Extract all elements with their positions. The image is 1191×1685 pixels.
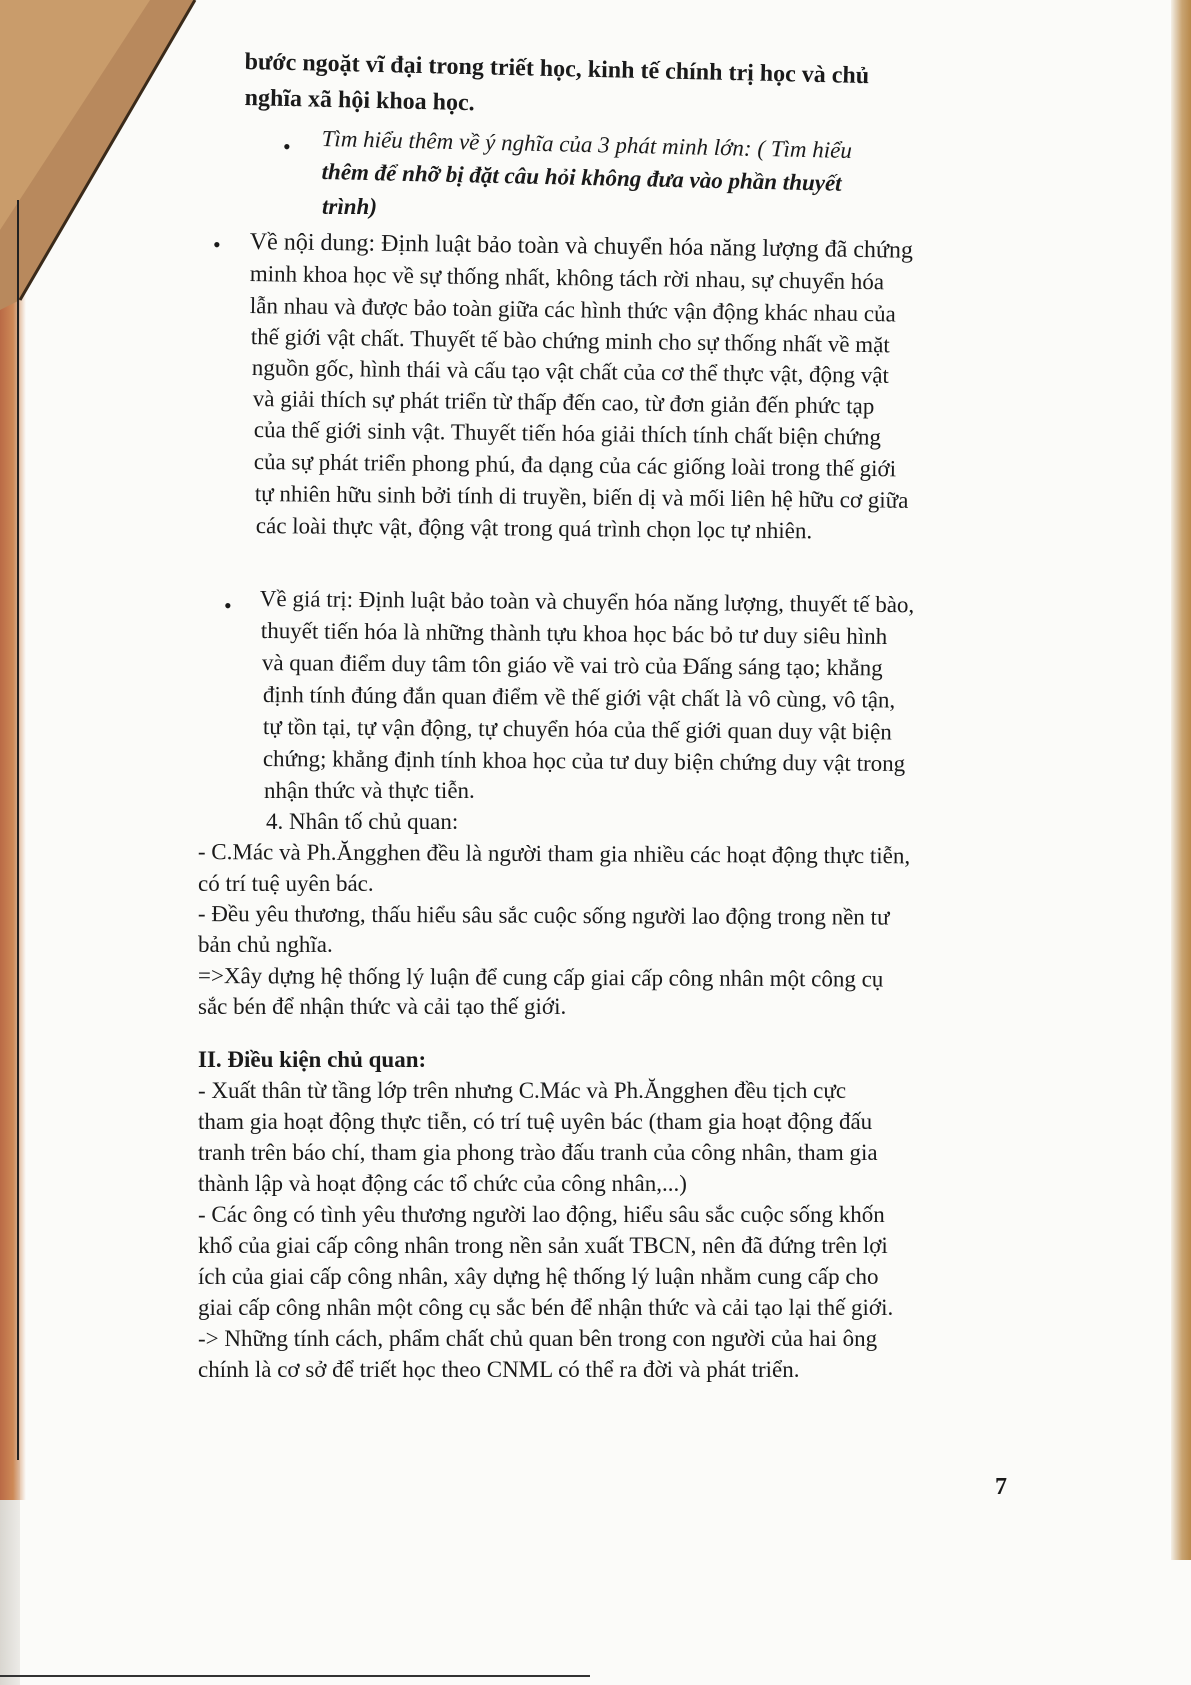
section-line: chính là cơ sở để triết học theo CNML có thể ra đời và phát triển. (198, 1357, 800, 1382)
factor-line: - C.Mác và Ph.Ăngghen đều là người tham gia nhiều các hoạt động thực tiễn, (197, 839, 911, 869)
intro-line: bước ngoặt vĩ đại trong triết học, kinh tế chính trị học và chủ (244, 48, 870, 90)
section-line: -> Những tính cách, phẩm chất chủ quan bên trong con người của hai ông (198, 1326, 878, 1351)
content-line: các loài thực vật, động vật trong quá trình chọn lọc tự nhiên. (255, 512, 813, 544)
value-line: tự tồn tại, tự vận động, tự chuyển hóa của thế giới quan duy vật biện (262, 713, 892, 745)
page-number: 7 (995, 1474, 1007, 1500)
note-line: thêm để nhỡ bị đặt câu hỏi không đưa vào phần thuyết (321, 158, 842, 196)
section-line: khổ của giai cấp công nhân trong nền sản xuất TBCN, nên đã đứng trên lợi (198, 1233, 888, 1258)
value-line: thuyết tiến hóa là những thành tựu khoa học bác bỏ tư duy siêu hình (260, 617, 888, 650)
section-line: - Xuất thân từ tầng lớp trên nhưng C.Mác và Ph.Ăngghen đều tịch cực (198, 1078, 847, 1103)
section-heading: II. Điều kiện chủ quan: (198, 1047, 427, 1072)
value-line: định tính đúng đắn quan điểm về thế giới vật chất là vô cùng, vô tận, (262, 681, 896, 713)
content-line: của thế giới sinh vật. Thuyết tiến hóa giải thích tính chất biện chứng (253, 416, 882, 450)
content-line: tự nhiên hữu sinh bởi tính di truyền, biến dị và mối liên hệ hữu cơ giữa (254, 480, 909, 513)
factor-line: - Đều yêu thương, thấu hiểu sâu sắc cuộc sống người lao động trong nền tư (197, 901, 890, 930)
value-line: Về giá trị: Định luật bảo toàn và chuyển hóa năng lượng, thuyết tế bào, (259, 585, 915, 618)
value-line: chứng; khẳng định tính khoa học của tư duy biện chứng duy vật trong (262, 745, 906, 777)
intro-line: nghĩa xã hội khoa học. (244, 84, 475, 117)
bullet-icon: • (283, 134, 291, 159)
value-line: nhận thức và thực tiễn. (264, 778, 475, 803)
content-line: nguồn gốc, hình thái và cấu tạo vật chất của cơ thể thực vật, động vật (251, 354, 890, 388)
section-line: tranh trên báo chí, tham gia phong trào đấu tranh của công nhân, tham gia (198, 1140, 878, 1165)
content-line: lẫn nhau và được bảo toàn giữa các hình thức vận động khác nhau của (249, 292, 896, 327)
factor-line: có trí tuệ uyên bác. (198, 871, 374, 896)
note-line: Tìm hiểu thêm về ý nghĩa của 3 phát minh lớn: ( Tìm hiểu (321, 125, 853, 164)
factor-line: =>Xây dựng hệ thống lý luận để cung cấp giai cấp công nhân một công cụ (197, 963, 884, 992)
bullet-icon: • (224, 593, 232, 618)
value-line: và quan điểm duy tâm tôn giáo về vai trò của Đấng sáng tạo; khẳng (261, 649, 883, 681)
factor-line: bản chủ nghĩa. (198, 932, 333, 957)
content-line: và giải thích sự phát triển từ thấp đến cao, từ đơn giản đến phức tạp (252, 385, 875, 419)
content-line: Về nội dung: Định luật bảo toàn và chuyển hóa năng lượng đã chứng (249, 228, 914, 264)
content-line: thế giới vật chất. Thuyết tế bào chứng minh cho sự thống nhất về mặt (250, 323, 890, 358)
section-line: tham gia hoạt động thực tiễn, có trí tuệ uyên bác (tham gia hoạt động đấu (198, 1109, 873, 1134)
content-line: của sự phát triển phong phú, đa dạng của các giống loài trong thế giới (253, 448, 897, 482)
factor-heading: 4. Nhân tố chủ quan: (266, 809, 459, 834)
content-line: minh khoa học về sự thống nhất, không tách rời nhau, sự chuyển hóa (249, 260, 885, 295)
factor-line: sắc bén để nhận thức và cải tạo thế giới. (198, 994, 567, 1019)
section-line: thành lập và hoạt động các tổ chức của công nhân,...) (198, 1171, 687, 1196)
bullet-icon: • (213, 232, 221, 257)
section-line: giai cấp công nhân một công cụ sắc bén để nhận thức và cải tạo lại thế giới. (198, 1295, 894, 1320)
note-line: trình) (322, 194, 377, 219)
section-line: ích của giai cấp công nhân, xây dựng hệ thống lý luận nhằm cung cấp cho (198, 1264, 879, 1289)
section-line: - Các ông có tình yêu thương người lao động, hiểu sâu sắc cuộc sống khốn (198, 1202, 885, 1227)
